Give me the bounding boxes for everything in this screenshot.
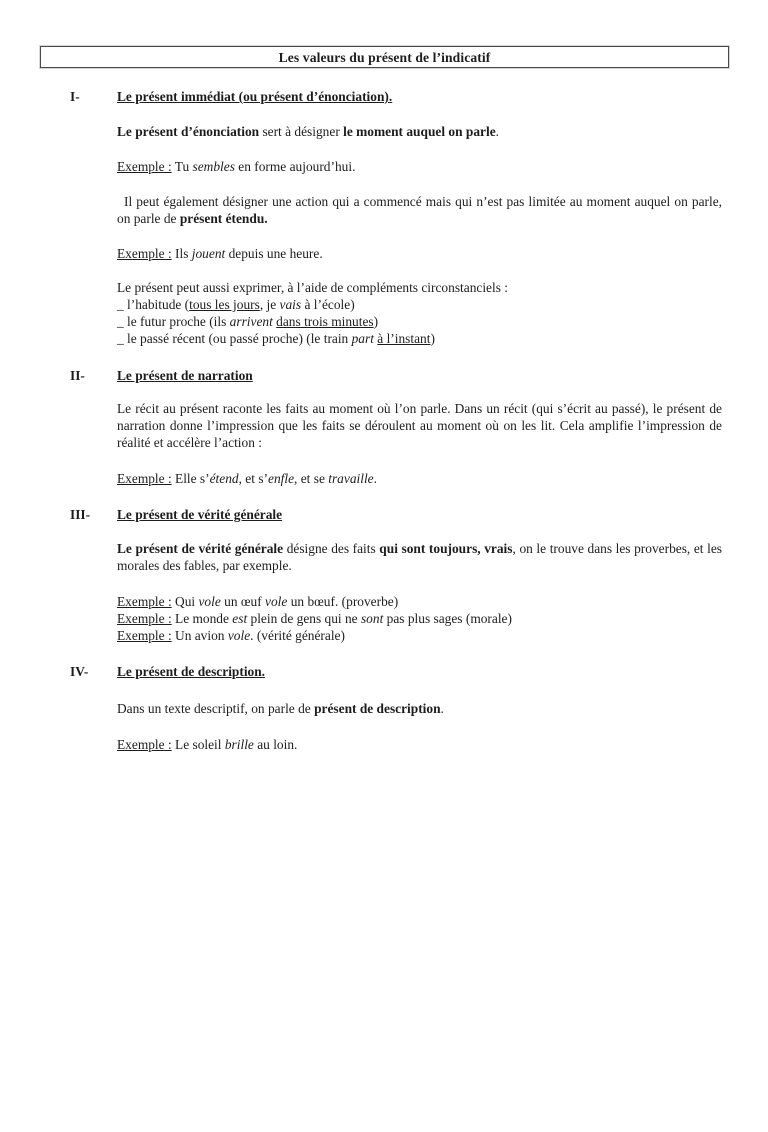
section-present-description	[70, 663, 722, 753]
section-heading-row	[70, 506, 722, 523]
list-line-futur-proche: _ le futur proche (ils arrivent dans trois minutes)	[117, 314, 379, 329]
example-oeuf: Exemple : Qui vole un œuf vole un bœuf. (proverbe)	[117, 594, 399, 609]
paragraph-verite: Le présent de vérité générale désigne des faits qui sont toujours, vrais, on le trouve dans les proverbes, et les morales des fables, par exemple.	[117, 541, 722, 573]
example-avion: Exemple : Un avion vole. (vérité générale)	[117, 628, 345, 643]
paragraph-enonciation: Le présent d’énonciation sert à désigner le moment auquel on parle.	[117, 124, 500, 139]
section-heading: Le présent de narration	[117, 368, 253, 383]
document-page	[0, 46, 768, 1132]
paragraph-recit: Le récit au présent raconte les faits au moment où l’on parle. Dans un récit (qui s’écrit au passé), le présent de narration donne l’impression que les faits se déroulent au moment où on les lit. Cela amplifie l’impression de réalité et accélère l’action :	[117, 401, 722, 450]
example-monde: Exemple : Le monde est plein de gens qui ne sont pas plus sages (morale)	[117, 611, 512, 626]
section-heading-row	[70, 663, 722, 680]
example-jouent: Exemple : Ils jouent depuis une heure.	[117, 246, 323, 261]
section-numeral: IV-	[70, 664, 89, 679]
list-line-habitude: _ l’habitude (tous les jours, je vais à l’école)	[117, 297, 355, 312]
example-etend: Exemple : Elle s’étend, et s’enfle, et se travaille.	[117, 471, 377, 486]
example-soleil: Exemple : Le soleil brille au loin.	[117, 737, 298, 752]
section-heading-row	[70, 367, 722, 384]
section-heading: Le présent de description.	[117, 664, 266, 679]
paragraph-descriptif: Dans un texte descriptif, on parle de présent de description.	[117, 701, 444, 716]
document-body	[70, 88, 722, 753]
section-numeral: II-	[70, 368, 85, 383]
list-line-passe-recent: _ le passé récent (ou passé proche) (le train part à l’instant)	[117, 331, 435, 346]
section-present-narration	[70, 367, 722, 487]
paragraph-complements: Le présent peut aussi exprimer, à l’aide de compléments circonstanciels :	[117, 280, 508, 295]
section-heading-row	[70, 88, 722, 105]
section-heading: Le présent immédiat (ou présent d’énonciation).	[117, 89, 393, 104]
paragraph-present-etendu: Il peut également désigner une action qui a commencé mais qui n’est pas limitée au moment auquel on parle, on parle de présent étendu.	[117, 194, 722, 226]
section-numeral: III-	[70, 507, 91, 522]
page-title: Les valeurs du présent de l’indicatif	[278, 49, 491, 65]
section-numeral: I-	[70, 89, 80, 104]
section-heading: Le présent de vérité générale	[117, 507, 283, 522]
example-sembles: Exemple : Tu sembles en forme aujourd’hui.	[117, 159, 356, 174]
title-box	[40, 46, 729, 68]
section-present-immediat	[70, 88, 722, 347]
section-verite-generale	[70, 506, 722, 644]
